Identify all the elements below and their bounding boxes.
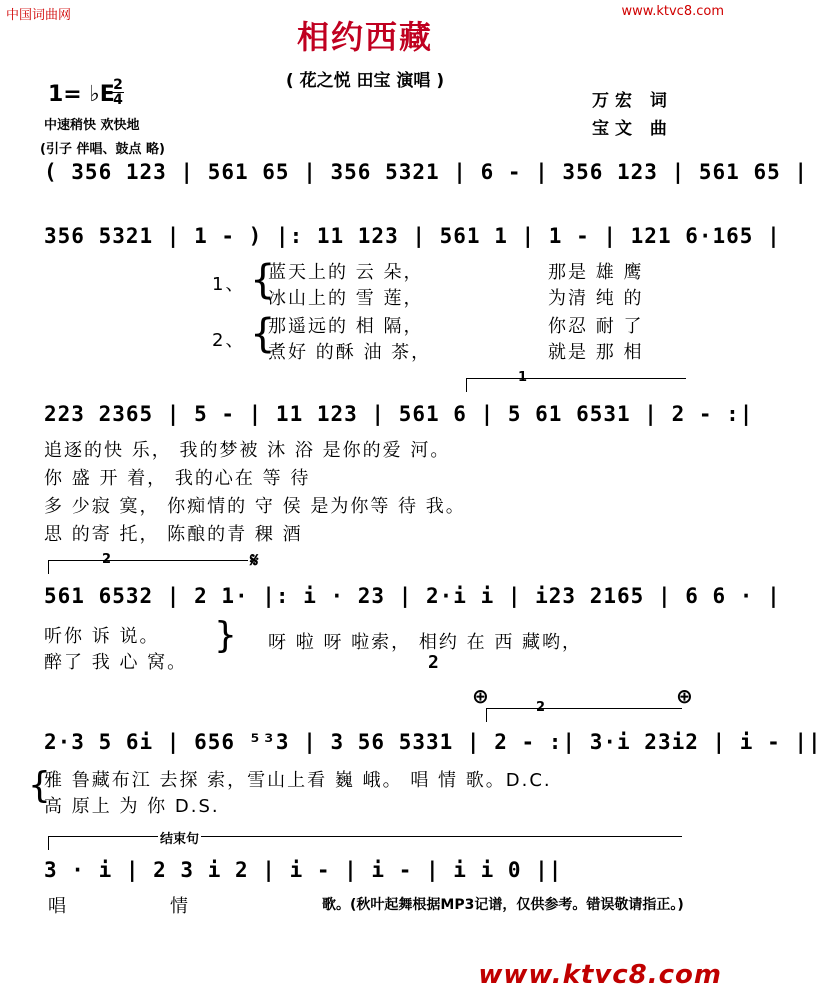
verse-mark-2: 2、	[212, 330, 246, 351]
volta-2-tick	[48, 560, 49, 574]
score-row-2: 356 5321 | 1 - ) |: 11 123 | 561 1 | 1 - | 121 6·165 |	[44, 224, 781, 248]
lyric-v1b-tail: 为清 纯 的	[548, 288, 644, 309]
time-sig-bottom: 4	[113, 92, 123, 108]
lyric-row3-l1: 追逐的快 乐， 我的梦被 沐 浴 是你的爱 河。	[44, 440, 451, 461]
score-row-1: ( 356 123 | 561 65 | 356 5321 | 6 - | 356 123 | 561 65 |	[44, 160, 809, 184]
score-row-6: 3 · i | 2 3 i 2 | i - | i - | i i 0 ||	[44, 858, 563, 882]
lyric-v1a: 蓝天上的 云 朵，	[268, 262, 424, 283]
volta-1-number: 1	[518, 370, 528, 385]
site-logo[interactable]: www.ktvc8.com	[478, 960, 722, 990]
coda-icon-2: ⊕	[676, 684, 693, 708]
refrain-lyric: 呀 啦 呀 啦索， 相约 在 西 藏哟，	[268, 632, 583, 653]
site-url-right[interactable]: www.ktvc8.com	[621, 4, 724, 19]
lyric-row4-l1: 听你 诉 说。	[44, 626, 160, 647]
verse-brace-2: {	[250, 311, 276, 357]
lyric-row5-l1: 雅 鲁藏布江 去探 索，雪山上看 巍 峨。 唱 情 歌。D.C.	[44, 770, 552, 791]
lyric-v1b: 冰山上的 雪 莲，	[268, 288, 424, 309]
ending-lyric-b: 情	[170, 896, 190, 917]
coda-icon-1: ⊕	[472, 684, 489, 708]
lyric-v2b-tail: 就是 那 相	[548, 342, 644, 363]
lyric-row3-l2: 你 盛 开 着， 我的心在 等 待	[44, 468, 311, 489]
volta-1-line	[466, 378, 686, 379]
segno-icon: 𝄋	[250, 548, 259, 572]
song-title: 相约西藏	[296, 18, 433, 56]
ending-label: 结束句	[158, 828, 201, 847]
time-sig-top: 2	[113, 77, 123, 93]
under-note: 2	[428, 652, 440, 673]
lyric-v1a-tail: 那是 雄 鹰	[548, 262, 644, 283]
volta-2b-line	[486, 708, 682, 709]
lyric-row3-l3: 多 少寂 寞， 你痴情的 守 侯 是为你等 待 我。	[44, 496, 466, 517]
tempo-marking: 中速稍快 欢快地	[44, 118, 140, 133]
key-signature: 1= ♭E	[48, 82, 115, 107]
lyric-brace-right: }	[214, 615, 237, 656]
ending-lyric-a: 唱	[48, 896, 68, 917]
volta-1-tick	[466, 378, 467, 392]
intro-note: (引子 伴唱、鼓点 略)	[40, 142, 165, 157]
score-row-4: 561 6532 | 2 1· |: i · 23 | 2·i i | i23 2165 | 6 6 · |	[44, 584, 781, 608]
lyric-v2a: 那遥远的 相 隔，	[268, 316, 424, 337]
score-row-5: 2·3 5 6i | 656 ⁵³3 | 3 56 5331 | 2 - :| 3·i 23i2 | i - ||	[44, 730, 822, 754]
ending-lyric-c: 歌。(秋叶起舞根据MP3记谱，仅供参考。错误敬请指正。)	[322, 897, 684, 913]
site-name-left[interactable]: 中国词曲网	[6, 8, 72, 23]
volta-2b-number: 2	[536, 700, 546, 715]
ending-line	[48, 836, 682, 837]
lyric-row5-l2: 高 原上 为 你 D.S.	[44, 796, 220, 817]
ending-tick	[48, 836, 49, 850]
lyric-row3-l4: 思 的寄 托， 陈酿的青 稞 酒	[44, 524, 303, 545]
time-signature	[112, 78, 124, 107]
verse-brace-1: {	[250, 257, 276, 303]
volta-2-line	[48, 560, 248, 561]
score-row-3: 223 2365 | 5 - | 11 123 | 561 6 | 5 61 6531 | 2 - :|	[44, 402, 754, 426]
lyric-row4-l2: 醉了 我 心 窝。	[44, 652, 188, 673]
lyric-v2a-tail: 你忍 耐 了	[548, 316, 644, 337]
lyricist: 万宏 词	[592, 91, 673, 111]
singers-line: ( 花之悦 田宝 演唱 )	[285, 71, 445, 91]
volta-2-number: 2	[102, 552, 112, 567]
lyric-v2b: 煮好 的酥 油 茶，	[268, 342, 432, 363]
verse-mark-1: 1、	[212, 274, 246, 295]
volta-2b-tick	[486, 708, 487, 722]
lyric-brace-left: {	[28, 765, 51, 806]
composer: 宝文 曲	[592, 119, 673, 139]
